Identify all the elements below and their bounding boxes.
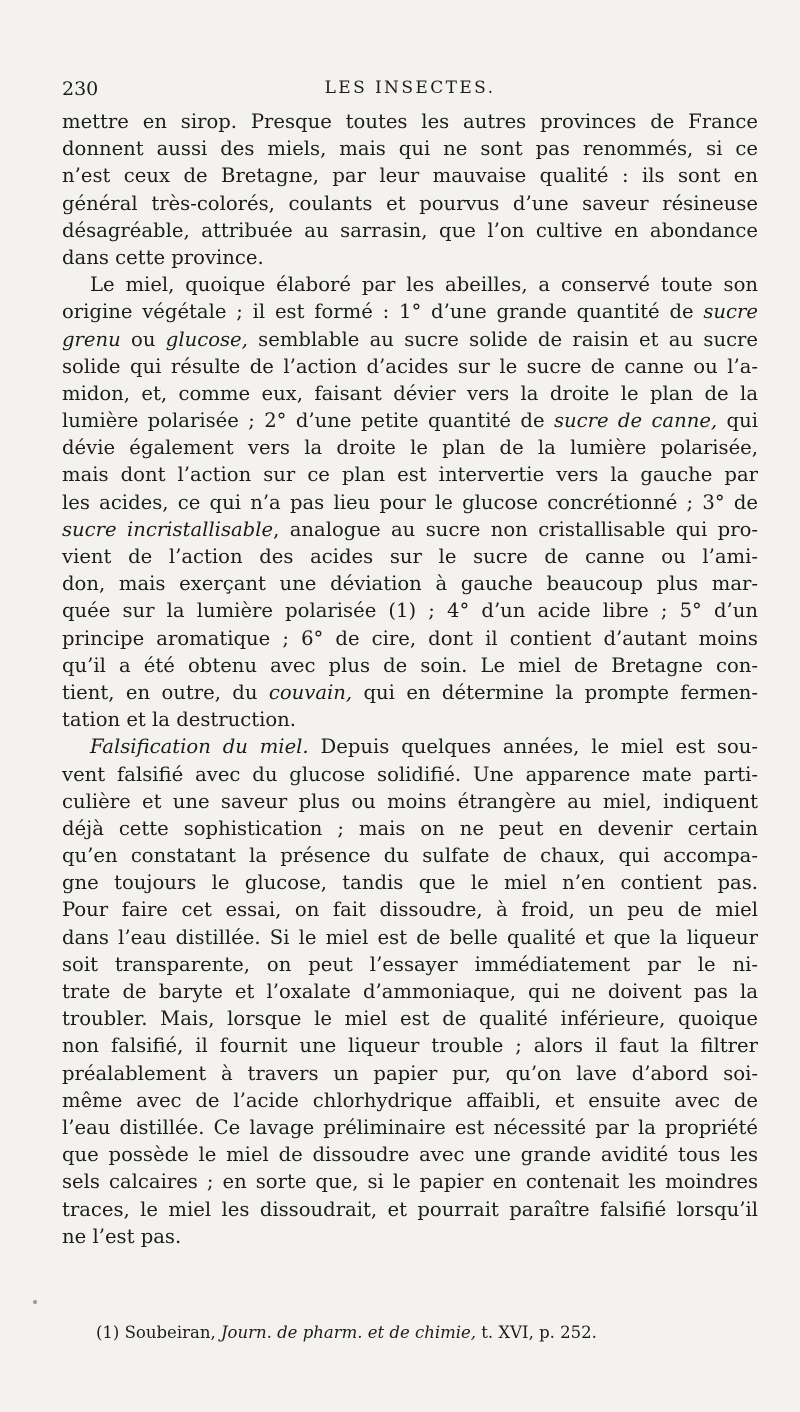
text-line: quée sur la lumière polarisée (1) ; 4° d’un acide libre ; 5° d’un [62,599,758,623]
text-line: midon, et, comme eux, faisant dévier vers la droite le plan de la [62,381,758,405]
text-line: non falsifié, il fournit une liqueur trouble ; alors il faut la filtrer [62,1034,758,1058]
text-line: n’est ceux de Bretagne, par leur mauvaise qualité : ils sont en [62,164,758,188]
text-run: origine végétale ; il est formé : 1° d’une grande quantité de [62,300,704,324]
text-line [62,516,758,543]
text-run: qui [717,409,758,433]
text-line: dévie également vers la droite le plan de la lumière polarisée, [62,436,758,460]
print-speck [33,1300,37,1304]
running-head [62,78,758,102]
text-line: l’eau distillée. Ce lavage préliminaire est nécessité par la propriété [62,1115,758,1139]
text-line: général très-colorés, coulants et pourvus d’une saveur résineuse [62,191,758,215]
italic-phrase: sucre de canne, [553,409,718,433]
text-line: même avec de l’acide chlorhydrique affaibli, et ensuite avec de [62,1088,758,1112]
text-line: qu’il a été obtenu avec plus de soin. Le miel de Bretagne con- [62,653,758,677]
text-run: , analogue au sucre non cristallisable qui pro- [273,517,758,541]
text-line: troubler. Mais, lorsque le miel est de qualité inférieure, quoique [62,1007,758,1031]
italic-phrase: sucre [703,300,758,324]
text-line [62,679,758,706]
italic-phrase: Falsification du miel. [90,735,309,759]
text-line: qu’en constatant la présence du sulfate de chaux, qui accompa- [62,844,758,868]
text-line: principe aromatique ; 6° de cire, dont il contient d’autant moins [62,626,758,650]
text-line: les acides, ce qui n’a pas lieu pour le glucose concrétionné ; 3° de [62,490,758,514]
italic-phrase: glucose, [165,327,248,351]
text-line: traces, le miel les dissoudrait, et pourrait paraître falsifié lorsqu’il [62,1197,758,1221]
text-line: dans l’eau distillée. Si le miel est de belle qualité et que la liqueur [62,925,758,949]
text-line: donnent aussi des miels, mais qui ne sont pas renommés, si ce [62,137,758,161]
text-run: tient, en outre, du [62,680,269,704]
text-line: solide qui résulte de l’action d’acides sur le sucre de canne ou l’a- [62,354,758,378]
italic-phrase: grenu [62,327,121,351]
text-line [62,733,758,760]
text-line: désagréable, attribuée au sarrasin, que l’on cultive en abondance [62,218,758,242]
text-run: ou [120,327,166,351]
text-run: qui en détermine la prompte fermen- [352,680,758,704]
text-line [62,298,758,325]
text-line [62,407,758,434]
text-line: dans cette province. [62,245,264,269]
text-line: mais dont l’action sur ce plan est intervertie vers la gauche par [62,463,758,487]
text-line: trate de baryte et l’oxalate d’ammoniaque, qui ne doivent pas la [62,980,758,1003]
text-line: ne l’est pas. [62,1224,182,1248]
footnote-reference: t. XVI, p. 252. [476,1323,597,1342]
text-line: gne toujours le glucose, tandis que le miel n’en contient pas. [62,871,758,895]
text-line: que possède le miel de dissoudre avec une grande avidité tous les [62,1143,758,1167]
text-line: déjà cette sophistication ; mais on ne peut en devenir certain [62,816,758,840]
text-line: mettre en sirop. Presque toutes les autres provinces de France [62,110,758,133]
text-line: don, mais exerçant une déviation à gauche beaucoup plus mar- [62,572,758,596]
text-line: préalablement à travers un papier pur, qu’on lave d’abord soi- [62,1061,758,1085]
italic-phrase: sucre incristallisable [62,517,274,541]
text-line: vient de l’action des acides sur le sucre de canne ou l’ami- [62,545,758,568]
text-line: culière et une saveur plus ou moins étrangère au miel, indiquent [62,789,758,813]
footnote-author: Soubeiran, [124,1323,221,1342]
text-run: Depuis quelques années, le miel est sou- [308,735,758,759]
text-line: vent falsifié avec du glucose solidifié. Une apparence mate parti- [62,762,758,786]
footnote-marker: (1) [96,1323,125,1342]
text-line: sels calcaires ; en sorte que, si le papier en contenait les moindres [62,1170,758,1194]
text-line: soit transparente, on peut l’essayer immédiatement par le ni- [62,952,758,976]
running-title: LES INSECTES. [324,78,496,98]
body-text [62,108,758,1250]
text-line: Le miel, quoique élaboré par les abeilles, a conservé toute son [90,273,758,297]
page-number: 230 [62,78,99,100]
footnote-journal: Journ. de pharm. et de chimie, [220,1323,477,1342]
text-run: semblable au sucre solide de raisin et au sucre [247,327,758,351]
text-line: tation et la destruction. [62,708,297,732]
text-line [62,326,758,353]
text-run: lumière polarisée ; 2° d’une petite quantité de [62,409,554,433]
italic-phrase: couvain, [268,680,353,704]
footnote [96,1323,597,1342]
text-line: Pour faire cet essai, on fait dissoudre, à froid, un peu de miel [62,898,758,922]
